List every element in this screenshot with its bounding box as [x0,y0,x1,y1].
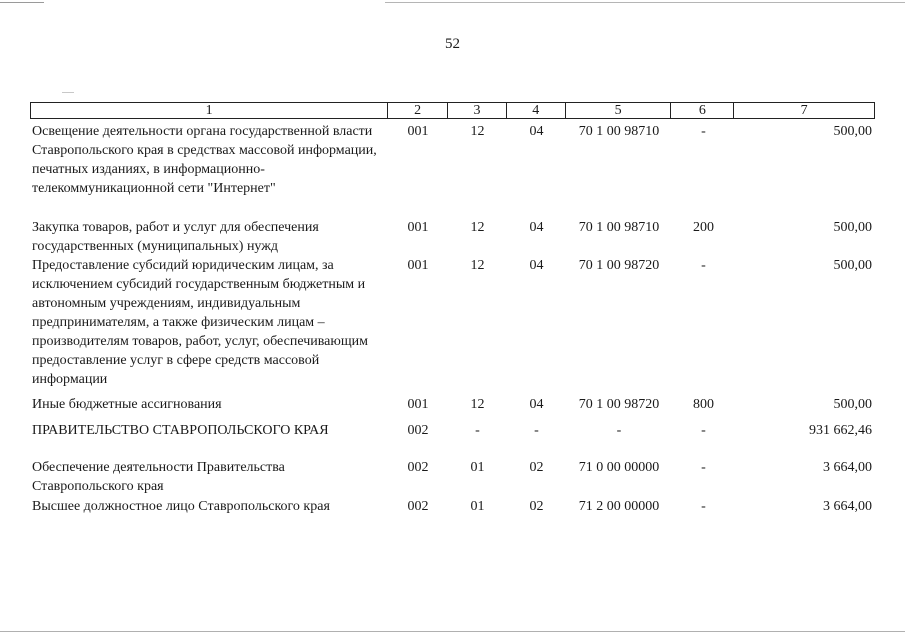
row-target-article: - [616,423,622,438]
row-admin-code: 002 [407,423,429,438]
row-subsection: 04 [529,397,544,412]
row-admin-code: 001 [407,220,429,235]
header-col-7: 7 [800,103,808,118]
row-admin-code: 001 [407,397,429,412]
header-col-1: 1 [31,103,388,118]
row-description: Закупка товаров, работ и услуг для обеспечения государственных (муниципальных) нужд [32,220,319,254]
row-expense-type: - [701,124,706,139]
header-col-5: 5 [566,103,672,118]
row-section: 12 [470,124,485,139]
row-section: 12 [470,397,485,412]
row-subsection: - [534,423,539,438]
row-admin-code: 001 [407,124,429,139]
row-subsection: 04 [529,220,544,235]
row-admin-code: 002 [407,460,429,475]
row-description: Высшее должностное лицо Ставропольского края [32,499,330,514]
header-col-2: 2 [388,103,448,118]
row-target-article: 71 0 00 00000 [578,460,660,475]
row-admin-code: 001 [407,258,429,273]
row-expense-type: - [701,423,706,438]
row-target-article: 71 2 00 00000 [578,499,660,514]
row-target-article: 70 1 00 98720 [578,258,660,273]
header-col-6: 6 [671,103,734,118]
row-expense-type: 200 [693,220,714,235]
header-col-4: 4 [507,103,566,118]
row-section: 01 [470,460,485,475]
row-section: 01 [470,499,485,514]
row-admin-code: 002 [407,499,429,514]
table-header-row [30,102,875,119]
row-description: Освещение деятельности органа государственной власти Ставропольского края в средствах массовой информации, печатных изданиях, в информационно-телекоммуникационной сети "Интернет" [32,124,377,196]
row-amount: 931 662,46 [809,423,872,438]
row-expense-type: - [701,258,706,273]
row-section: - [475,423,480,438]
row-expense-type: - [701,499,706,514]
row-section: 12 [470,220,485,235]
row-subsection: 04 [529,258,544,273]
row-amount: 500,00 [833,397,872,412]
row-description: Иные бюджетные ассигнования [32,397,222,412]
scan-artifact-bottom [0,631,905,632]
row-amount: 500,00 [833,124,872,139]
row-amount: 3 664,00 [823,460,872,475]
row-target-article: 70 1 00 98710 [578,124,660,139]
header-col-3: 3 [448,103,507,118]
row-amount: 3 664,00 [823,499,872,514]
scan-artifact-top-right [385,2,905,3]
row-subsection: 04 [529,124,544,139]
stray-mark [62,92,74,93]
page-number: 52 [445,36,460,52]
row-description: Предоставление субсидий юридическим лицам, за исключением субсидий государственным бюджетным и автономным учреждениям, индивидуальным предпринимателям, а также физическим лицам – производителям товаров, работ, услуг, обеспечивающим предоставление услуг в сфере средств массовой информации [32,258,368,387]
row-target-article: 70 1 00 98710 [578,220,660,235]
row-section: 12 [470,258,485,273]
row-amount: 500,00 [833,258,872,273]
row-target-article: 70 1 00 98720 [578,397,660,412]
row-expense-type: - [701,460,706,475]
row-expense-type: 800 [693,397,714,412]
row-subsection: 02 [529,499,544,514]
scan-artifact-top-left [0,2,44,3]
row-description: ПРАВИТЕЛЬСТВО СТАВРОПОЛЬСКОГО КРАЯ [32,423,329,438]
row-description: Обеспечение деятельности Правительства Ставропольского края [32,460,285,494]
row-subsection: 02 [529,460,544,475]
row-amount: 500,00 [833,220,872,235]
